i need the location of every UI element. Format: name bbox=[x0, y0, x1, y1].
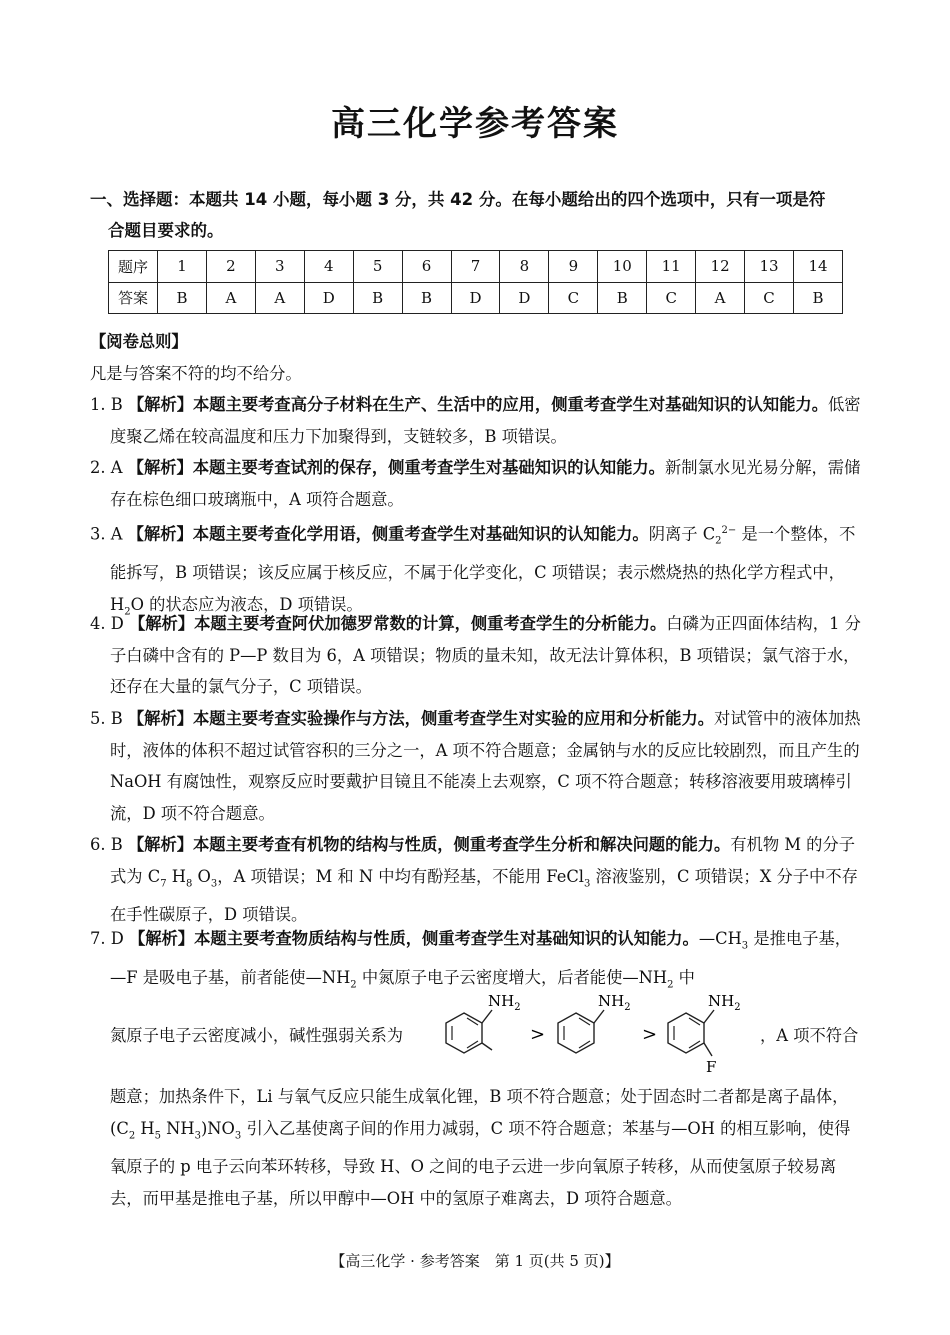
row-label-question: 题序 bbox=[109, 251, 158, 283]
answer-cell: B bbox=[158, 282, 207, 314]
answer-cell: A bbox=[696, 282, 745, 314]
item-number: 6. B bbox=[90, 835, 123, 854]
item-number: 2. A bbox=[90, 458, 123, 477]
item-lead: 本题主要考查化学用语，侧重考查学生对基础知识的认知能力。 bbox=[192, 524, 649, 544]
aniline-structure bbox=[558, 992, 631, 1053]
item-body-a: 有机物 M 的分子式为 C bbox=[110, 835, 856, 886]
section-1-heading-line1: 一、选择题：本题共 14 小题，每小题 3 分，共 42 分。在每小题给出的四个选项中，只有一项是符 bbox=[90, 190, 826, 209]
subscript: 3 bbox=[584, 877, 591, 889]
subscript: 7 bbox=[160, 877, 167, 889]
item-lead: 本题主要考查高分子材料在生产、生活中的应用，侧重考查学生对基础知识的认知能力。 bbox=[193, 395, 828, 414]
item-body-a3: O bbox=[192, 866, 211, 886]
answer-table-answer-row bbox=[109, 282, 843, 314]
item-body: 新制氯水见光易分解，需储存在棕色细口玻璃瓶中，A 项符合题意。 bbox=[110, 458, 861, 509]
basicity-text-left: 氮原子电子云密度减小，碱性强弱关系为 bbox=[110, 1026, 404, 1045]
greater-than-sign: > bbox=[642, 1024, 658, 1045]
fluorine-label: F bbox=[706, 1058, 717, 1074]
answer-cell: B bbox=[402, 282, 451, 314]
answer-cell: B bbox=[598, 282, 647, 314]
answer-cell: D bbox=[500, 282, 549, 314]
item-number: 4. D bbox=[90, 614, 124, 633]
superscript: 2− bbox=[721, 525, 737, 536]
nh2-label: $NH_2$ bbox=[488, 992, 521, 1013]
item-tag: 【解析】 bbox=[127, 458, 193, 477]
question-number-cell: 7 bbox=[451, 251, 500, 283]
question-number-cell: 14 bbox=[793, 251, 842, 283]
question-number-cell: 8 bbox=[500, 251, 549, 283]
item-number: 3. A bbox=[90, 524, 123, 544]
subscript: 2 bbox=[128, 1129, 136, 1141]
answer-cell: C bbox=[745, 282, 794, 314]
subscript: 8 bbox=[185, 877, 193, 889]
question-number-cell: 4 bbox=[304, 251, 353, 283]
item-body-a2: H bbox=[166, 866, 186, 886]
section-1-heading bbox=[90, 184, 865, 246]
nh2-label: $NH_2$ bbox=[708, 992, 741, 1013]
item-tag: 【解析】 bbox=[127, 709, 194, 728]
item-tag: 【解析】 bbox=[128, 614, 195, 633]
subscript: 3 bbox=[210, 877, 218, 889]
item-body: 对试管中的液体加热时，液体的体积不超过试管容积的三分之一，A 项不符合题意；金属钠与水的反应比较剧烈，而且产生的 NaOH 有腐蚀性，观察反应时要戴护目镜且不能凑上去观察，C 项不符合题意；转移溶液要用玻璃棒引流，D 项不符合题意。 bbox=[110, 709, 861, 823]
subscript: 3 bbox=[234, 1129, 242, 1141]
aniline-structures-figure bbox=[438, 988, 758, 1074]
item-body: 白磷为正四面体结构，1 分子白磷中含有的 P—P 数目为 6，A 项错误；物质的量未知，故无法计算体积，B 项错误；氯气溶于水，还存在大量的氯气分子，C 项错误。 bbox=[110, 614, 861, 696]
item-lead: 本题主要考查物质结构与性质，侧重考查学生对基础知识的认知能力。 bbox=[194, 929, 699, 948]
explanation-item-6 bbox=[90, 829, 862, 931]
item-tag: 【解析】 bbox=[127, 524, 193, 544]
answer-cell: A bbox=[206, 282, 255, 314]
item-body-a: 阴离子 C bbox=[648, 524, 716, 544]
nh2-label: $NH_2$ bbox=[598, 992, 631, 1013]
row-label-answer: 答案 bbox=[109, 282, 158, 314]
question-number-cell: 12 bbox=[696, 251, 745, 283]
answer-cell: A bbox=[255, 282, 304, 314]
explanation-item-7-continued bbox=[110, 1081, 862, 1214]
answer-cell: D bbox=[451, 282, 500, 314]
item-tag: 【解析】 bbox=[127, 835, 194, 854]
section-1-heading-line2: 合题目要求的。 bbox=[108, 221, 224, 240]
subscript: 2 bbox=[350, 979, 357, 990]
answer-cell: C bbox=[549, 282, 598, 314]
question-number-cell: 13 bbox=[745, 251, 794, 283]
greater-than-sign: > bbox=[530, 1024, 546, 1045]
item-tail-a: 题意；加热条件下，Li 与氧气反应只能生成氧化锂，B 项不符合题意；处于固态时二者都是离子晶体，(C bbox=[110, 1087, 849, 1138]
answer-cell: B bbox=[353, 282, 402, 314]
subscript: 2 bbox=[124, 605, 131, 617]
item-body-b: 是推电子基，—F 是吸电子基，前者能使—NH bbox=[110, 929, 852, 987]
answer-cell: B bbox=[793, 282, 842, 314]
explanation-item-5 bbox=[90, 703, 862, 829]
item-tail-c: 引入乙基使离子间的作用力减弱，C 项不符合题意；苯基与—OH 的相互影响，使得氧原子的 p 电子云向苯环转移，导致 H、O 之间的电子云进一步向氧原子转移，从而使氢原子较易离去，而甲基是推电子基，所以甲醇中—OH 中的氢原子难离去，D 项符合题意。 bbox=[110, 1118, 851, 1208]
explanation-item-1 bbox=[90, 389, 862, 452]
answer-cell: D bbox=[304, 282, 353, 314]
item-body: 低密度聚乙烯在较高温度和压力下加聚得到，支链较多，B 项错误。 bbox=[110, 395, 861, 446]
item-lead: 本题主要考查试剂的保存，侧重考查学生对基础知识的认知能力。 bbox=[192, 458, 665, 477]
page-footer: 【高三化学 · 参考答案 第 1 页(共 5 页)】 bbox=[330, 1252, 620, 1270]
basicity-comparison-row bbox=[110, 988, 870, 1074]
subscript: 3 bbox=[741, 940, 749, 952]
subscript: 3 bbox=[194, 1129, 201, 1141]
item-body-a: —CH bbox=[698, 929, 742, 948]
item-tail-a2: H bbox=[135, 1118, 155, 1138]
item-number: 7. D bbox=[90, 929, 124, 948]
item-lead: 本题主要考查阿伏加德罗常数的计算，侧重考查学生的分析能力。 bbox=[194, 614, 667, 633]
item-lead: 本题主要考查有机物的结构与性质，侧重考查学生分析和解决问题的能力。 bbox=[193, 835, 731, 854]
item-body-b: 是一个整体，不能拆写，B 项错误；该反应属于核反应，不属于化学变化，C 项错误；表示燃烧热的热化学方程式中，H bbox=[110, 524, 856, 614]
question-number-cell: 10 bbox=[598, 251, 647, 283]
item-body-d: 中 bbox=[673, 967, 695, 987]
question-number-cell: 9 bbox=[549, 251, 598, 283]
grading-rules bbox=[90, 326, 862, 389]
answer-table bbox=[108, 250, 843, 314]
question-number-cell: 3 bbox=[255, 251, 304, 283]
item-lead: 本题主要考查实验操作与方法，侧重考查学生对实验的应用和分析能力。 bbox=[193, 709, 715, 728]
subscript: 2 bbox=[667, 979, 674, 990]
item-number: 1. B bbox=[90, 395, 123, 414]
grading-rule: 凡是与答案不符的均不给分。 bbox=[90, 363, 302, 383]
question-number-cell: 2 bbox=[206, 251, 255, 283]
question-number-cell: 11 bbox=[647, 251, 696, 283]
answer-table-question-row bbox=[109, 251, 843, 283]
item-tag: 【解析】 bbox=[128, 929, 195, 948]
question-number-cell: 5 bbox=[353, 251, 402, 283]
item-tail-a3: NH bbox=[160, 1118, 195, 1138]
item-tag: 【解析】 bbox=[127, 395, 194, 414]
grading-heading: 【阅卷总则】 bbox=[90, 332, 188, 351]
subscript: 5 bbox=[154, 1129, 161, 1141]
o-toluidine-structure bbox=[446, 992, 521, 1053]
question-number-cell: 6 bbox=[402, 251, 451, 283]
item-body-b: ，A 项错误；M 和 N 中均有酚羟基，不能用 FeCl bbox=[217, 866, 584, 886]
page-title: 高三化学参考答案 bbox=[331, 104, 619, 144]
item-body-c: O 的状态应为液态，D 项错误。 bbox=[130, 594, 363, 614]
item-body-c: 中氮原子电子云密度增大，后者能使—NH bbox=[356, 967, 668, 987]
answer-cell: C bbox=[647, 282, 696, 314]
item-body-c: 溶液鉴别，C 项错误；X 分子中不存在手性碳原子，D 项错误。 bbox=[110, 866, 858, 925]
item-number: 5. B bbox=[90, 709, 123, 728]
explanation-item-2 bbox=[90, 452, 862, 515]
fluoroaniline-structure bbox=[668, 992, 741, 1074]
question-number-cell: 1 bbox=[158, 251, 207, 283]
item-tail-b: )NO bbox=[200, 1118, 235, 1138]
explanation-item-4 bbox=[90, 605, 862, 703]
subscript: 2 bbox=[715, 535, 722, 547]
basicity-text-right: ，A 项不符合 bbox=[760, 1026, 859, 1045]
